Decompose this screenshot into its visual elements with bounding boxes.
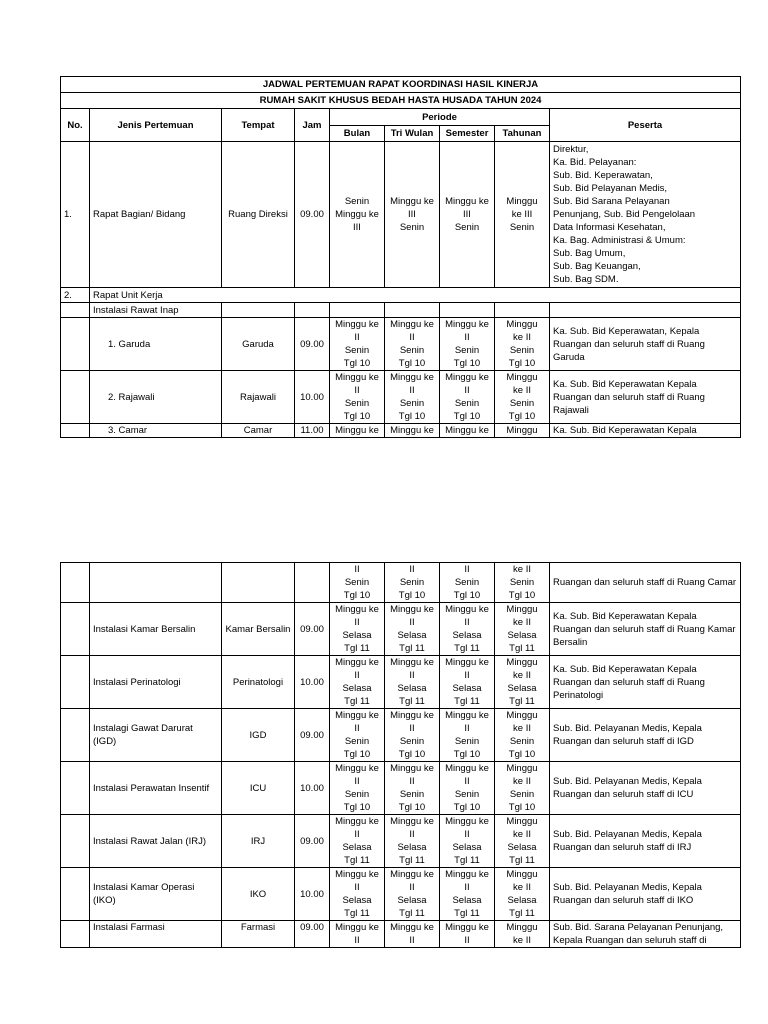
row-jam: 09.00 [295, 142, 330, 288]
row-bulan: Minggu ke II Selasa Tgl 11 [330, 815, 385, 868]
schedule-table-part-1 [60, 76, 741, 438]
row-jam: 10.00 [295, 868, 330, 921]
row-semester: Minggu ke [440, 424, 495, 438]
row-semester: Minggu ke II [440, 921, 495, 948]
row-tri-wulan: Minggu ke [385, 424, 440, 438]
row-bulan: Minggu ke II Senin Tgl 10 [330, 762, 385, 815]
row-jam: 09.00 [295, 603, 330, 656]
row-semester: II Senin Tgl 10 [440, 563, 495, 603]
header-semester: Semester [440, 126, 495, 142]
row-peserta: Ka. Sub. Bid Keperawatan, Kepala Ruangan dan seluruh staff di Ruang Garuda [550, 318, 741, 371]
row-tahunan: ke II Senin Tgl 10 [495, 563, 550, 603]
row-tahunan: Minggu ke II Senin Tgl 10 [495, 709, 550, 762]
row-bulan: II Senin Tgl 10 [330, 563, 385, 603]
row-tri-wulan: Minggu ke II [385, 921, 440, 948]
row-peserta: Sub. Bid. Pelayanan Medis, Kepala Ruangan dan seluruh staff di IKO [550, 868, 741, 921]
table-row [61, 656, 741, 709]
table-row [61, 424, 741, 438]
row-jenis: 1. Garuda [90, 318, 222, 371]
header-tri-wulan: Tri Wulan [385, 126, 440, 142]
row-peserta: Ka. Sub. Bid Keperawatan Kepala [550, 424, 741, 438]
table-row [61, 318, 741, 371]
header-periode: Periode [330, 109, 550, 126]
row-tahunan: Minggu ke II Selasa Tgl 11 [495, 603, 550, 656]
row-no: 2. [61, 288, 90, 303]
row-tri-wulan: II Senin Tgl 10 [385, 563, 440, 603]
row-jenis: Rapat Bagian/ Bidang [90, 142, 222, 288]
header-jam: Jam [295, 109, 330, 142]
table-row [61, 563, 741, 603]
table-row [61, 762, 741, 815]
table-row [61, 303, 741, 318]
row-jam: 09.00 [295, 815, 330, 868]
row-jenis: Instalasi Rawat Inap [90, 303, 222, 318]
row-peserta: Sub. Bid. Pelayanan Medis, Kepala Ruangan dan seluruh staff di IGD [550, 709, 741, 762]
row-bulan: Minggu ke II Senin Tgl 10 [330, 318, 385, 371]
row-tri-wulan: Minggu ke II Selasa Tgl 11 [385, 815, 440, 868]
row-bulan: Minggu ke [330, 424, 385, 438]
document-subtitle: RUMAH SAKIT KHUSUS BEDAH HASTA HUSADA TAHUN 2024 [61, 93, 741, 109]
row-peserta: Ka. Sub. Bid Keperawatan Kepala Ruangan dan seluruh staff di Ruang Perinatologi [550, 656, 741, 709]
row-jam: 09.00 [295, 921, 330, 948]
row-jenis: Instalagi Gawat Darurat (IGD) [90, 709, 222, 762]
row-jenis: Instalasi Rawat Jalan (IRJ) [90, 815, 222, 868]
row-peserta: Sub. Bid. Sarana Pelayanan Penunjang, Kepala Ruangan dan seluruh staff di [550, 921, 741, 948]
row-semester: Minggu ke II Senin Tgl 10 [440, 318, 495, 371]
row-peserta: Ka. Sub. Bid Keperawatan Kepala Ruangan dan seluruh staff di Ruang Rajawali [550, 371, 741, 424]
header-tempat: Tempat [222, 109, 295, 142]
header-jenis-pertemuan: Jenis Pertemuan [90, 109, 222, 142]
header-tahunan: Tahunan [495, 126, 550, 142]
row-jenis: 2. Rajawali [90, 371, 222, 424]
row-tri-wulan: Minggu ke II Selasa Tgl 11 [385, 603, 440, 656]
row-jam: 09.00 [295, 709, 330, 762]
row-tempat: ICU [222, 762, 295, 815]
row-peserta: Sub. Bid. Pelayanan Medis, Kepala Ruangan dan seluruh staff di ICU [550, 762, 741, 815]
document-title: JADWAL PERTEMUAN RAPAT KOORDINASI HASIL KINERJA [61, 77, 741, 93]
row-jenis: Instalasi Perinatologi [90, 656, 222, 709]
row-tri-wulan: Minggu ke II Selasa Tgl 11 [385, 656, 440, 709]
row-bulan: Minggu ke II Selasa Tgl 11 [330, 656, 385, 709]
row-tahunan: Minggu ke II Selasa Tgl 11 [495, 815, 550, 868]
row-peserta: Ka. Sub. Bid Keperawatan Kepala Ruangan dan seluruh staff di Ruang Kamar Bersalin [550, 603, 741, 656]
row-peserta: Ruangan dan seluruh staff di Ruang Camar [550, 563, 741, 603]
row-tahunan: Minggu ke II Senin Tgl 10 [495, 371, 550, 424]
row-tahunan: Minggu ke II Senin Tgl 10 [495, 762, 550, 815]
row-tempat: IRJ [222, 815, 295, 868]
row-bulan: Minggu ke II Senin Tgl 10 [330, 709, 385, 762]
table-row [61, 921, 741, 948]
row-jam: 10.00 [295, 371, 330, 424]
row-tempat: Farmasi [222, 921, 295, 948]
row-tri-wulan: Minggu ke III Senin [385, 142, 440, 288]
header-bulan: Bulan [330, 126, 385, 142]
row-bulan: Minggu ke II Selasa Tgl 11 [330, 603, 385, 656]
row-tempat: Rajawali [222, 371, 295, 424]
row-tahunan: Minggu ke III Senin [495, 142, 550, 288]
row-peserta: Direktur, Ka. Bid. Pelayanan: Sub. Bid. Keperawatan, Sub. Bid Pelayanan Medis, Sub. Bid Sarana Pelayanan Penunjang, Sub. Bid Pengelolaan Data Informasi Kesehatan, Ka. Bag. Administrasi & Umum: Sub. Bag Umum, Sub. Bag Keuangan, Sub. Bag SDM. [550, 142, 741, 288]
table-row [61, 709, 741, 762]
row-semester: Minggu ke III Senin [440, 142, 495, 288]
row-semester: Minggu ke II Senin Tgl 10 [440, 762, 495, 815]
row-bulan: Minggu ke II Selasa Tgl 11 [330, 868, 385, 921]
row-semester: Minggu ke II Senin Tgl 10 [440, 709, 495, 762]
row-no: 1. [61, 142, 90, 288]
row-tempat: Garuda [222, 318, 295, 371]
row-bulan: Minggu ke II [330, 921, 385, 948]
row-tahunan: Minggu ke II Senin Tgl 10 [495, 318, 550, 371]
table-row [61, 815, 741, 868]
row-jam: 11.00 [295, 424, 330, 438]
row-tahunan: Minggu ke II [495, 921, 550, 948]
row-jam: 10.00 [295, 762, 330, 815]
table-row [61, 142, 741, 288]
row-semester: Minggu ke II Selasa Tgl 11 [440, 656, 495, 709]
header-no: No. [61, 109, 90, 142]
row-peserta: Sub. Bid. Pelayanan Medis, Kepala Ruangan dan seluruh staff di IRJ [550, 815, 741, 868]
row-jenis: Instalasi Kamar Operasi (IKO) [90, 868, 222, 921]
schedule-table-part-2 [60, 562, 741, 948]
header-peserta: Peserta [550, 109, 741, 142]
row-tempat: Camar [222, 424, 295, 438]
row-semester: Minggu ke II Selasa Tgl 11 [440, 815, 495, 868]
row-jenis: Instalasi Farmasi [90, 921, 222, 948]
row-tri-wulan: Minggu ke II Selasa Tgl 11 [385, 868, 440, 921]
row-jam: 10.00 [295, 656, 330, 709]
row-jenis: 3. Camar [90, 424, 222, 438]
row-tri-wulan: Minggu ke II Senin Tgl 10 [385, 371, 440, 424]
row-tri-wulan: Minggu ke II Senin Tgl 10 [385, 318, 440, 371]
row-bulan: Minggu ke II Senin Tgl 10 [330, 371, 385, 424]
row-tempat: Ruang Direksi [222, 142, 295, 288]
row-semester: Minggu ke II Senin Tgl 10 [440, 371, 495, 424]
row-tempat: Kamar Bersalin [222, 603, 295, 656]
row-tahunan: Minggu ke II Selasa Tgl 11 [495, 868, 550, 921]
table-row [61, 371, 741, 424]
row-semester: Minggu ke II Selasa Tgl 11 [440, 603, 495, 656]
row-semester: Minggu ke II Selasa Tgl 11 [440, 868, 495, 921]
row-tempat: IKO [222, 868, 295, 921]
row-tahunan: Minggu [495, 424, 550, 438]
row-jam: 09.00 [295, 318, 330, 371]
row-jenis: Instalasi Perawatan Insentif [90, 762, 222, 815]
row-tri-wulan: Minggu ke II Senin Tgl 10 [385, 709, 440, 762]
row-bulan: Senin Minggu ke III [330, 142, 385, 288]
row-tahunan: Minggu ke II Selasa Tgl 11 [495, 656, 550, 709]
table-row [61, 868, 741, 921]
row-tempat: Perinatologi [222, 656, 295, 709]
row-jenis: Instalasi Kamar Bersalin [90, 603, 222, 656]
row-tempat: IGD [222, 709, 295, 762]
table-row [61, 288, 741, 303]
row-jenis: Rapat Unit Kerja [90, 288, 741, 303]
table-row [61, 603, 741, 656]
row-tri-wulan: Minggu ke II Senin Tgl 10 [385, 762, 440, 815]
